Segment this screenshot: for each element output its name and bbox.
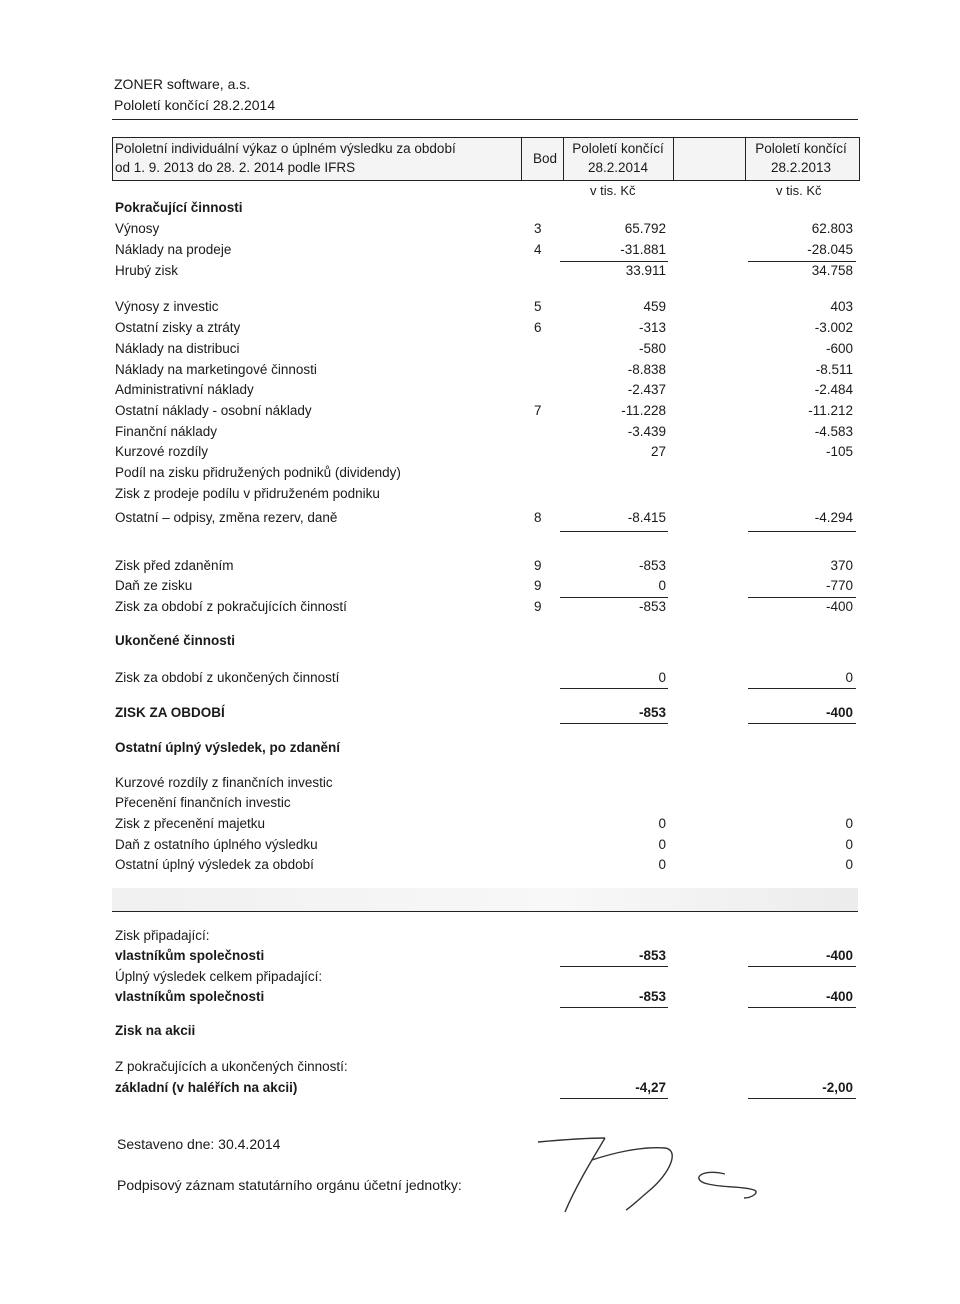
statement-row	[0, 857, 960, 877]
row-value-prior: -400	[825, 989, 853, 1004]
row-label: Zisk z prodeje podílu v přidruženém podniku	[115, 486, 380, 501]
row-value-prior: 62.803	[811, 221, 853, 236]
header-rule	[112, 119, 858, 120]
statement-row	[0, 775, 960, 795]
row-value-current: -580	[638, 341, 666, 356]
current-period-line-2: 28.2.2014	[587, 159, 649, 175]
row-value-current: 0	[658, 816, 666, 831]
statement-row	[0, 382, 960, 402]
description-line-1: Pololetní individuální výkaz o úplném výsledku za období	[115, 141, 456, 156]
row-value-current: -853	[638, 705, 666, 720]
total-underline	[560, 597, 668, 598]
row-label: vlastníkům společnosti	[115, 989, 265, 1004]
row-value-current: -853	[638, 948, 666, 963]
units-prior: v tis. Kč	[776, 183, 822, 198]
total-underline	[560, 966, 668, 967]
row-value-prior: -770	[825, 578, 853, 593]
statement-row	[0, 320, 960, 340]
row-label: Daň z ostatního úplného výsledku	[115, 837, 318, 852]
row-label: Administrativní náklady	[115, 382, 254, 397]
statement-row	[0, 816, 960, 836]
row-label: Výnosy z investic	[115, 299, 219, 314]
table-header	[112, 137, 860, 181]
total-underline	[560, 688, 668, 689]
row-label: Finanční náklady	[115, 424, 218, 439]
statement-row	[0, 705, 960, 725]
row-label: Pokračující činnosti	[115, 200, 243, 215]
statement-row	[0, 670, 960, 690]
statement-row	[0, 362, 960, 382]
row-label: ZISK ZA OBDOBÍ	[115, 705, 225, 720]
row-value-current: -11.228	[621, 403, 666, 418]
row-value-prior: 0	[845, 670, 853, 685]
row-value-prior: 34.758	[811, 263, 853, 278]
row-label: Zisk z přecenění majetku	[115, 816, 266, 831]
statement-description	[115, 140, 515, 177]
row-value-current: 459	[643, 299, 666, 314]
statement-row	[0, 837, 960, 857]
row-label: Zisk před zdaněním	[115, 558, 234, 573]
statement-row	[0, 740, 960, 760]
row-note: 9	[534, 599, 542, 614]
row-value-prior: -4.583	[814, 424, 853, 439]
row-value-current: 0	[658, 670, 666, 685]
statement-row	[0, 510, 960, 530]
statement-row	[0, 558, 960, 578]
statement-row	[0, 486, 960, 506]
statement-row	[0, 599, 960, 619]
total-underline	[748, 688, 856, 689]
row-value-prior: -400	[825, 599, 853, 614]
row-label: Přecenění finančních investic	[115, 795, 291, 810]
prior-period-line-2: 28.2.2013	[770, 159, 832, 175]
company-name: ZONER software, a.s.	[114, 76, 251, 92]
row-value-prior: -400	[825, 948, 853, 963]
row-label: Ostatní úplný výsledek za období	[115, 857, 314, 872]
description-line-2: od 1. 9. 2013 do 28. 2. 2014 podle IFRS	[115, 159, 356, 175]
signature-mark	[530, 1128, 770, 1228]
row-note: 7	[534, 403, 542, 418]
total-underline	[748, 723, 856, 724]
row-label: Úplný výsledek celkem připadající:	[115, 969, 323, 984]
row-value-prior: -400	[825, 705, 853, 720]
row-label: Zisk připadající:	[115, 928, 210, 943]
row-label: Náklady na prodeje	[115, 242, 232, 257]
statement-row	[0, 989, 960, 1009]
row-note: 9	[534, 578, 542, 593]
statement-row	[0, 633, 960, 653]
total-underline	[560, 723, 668, 724]
row-value-current: -853	[638, 989, 666, 1004]
row-label: Náklady na marketingové činnosti	[115, 362, 317, 377]
total-underline	[748, 1098, 856, 1099]
total-underline	[560, 1098, 668, 1099]
row-value-current: -853	[638, 599, 666, 614]
statement-row	[0, 263, 960, 283]
statement-row	[0, 795, 960, 815]
note-column-header: Bod	[532, 151, 558, 166]
row-label: Zisk na akcii	[115, 1023, 196, 1038]
row-value-current: 0	[658, 857, 666, 872]
row-value-current: 27	[650, 444, 666, 459]
row-label: Kurzové rozdíly	[115, 444, 209, 459]
row-value-prior: -8.511	[815, 362, 853, 377]
row-value-prior: 0	[845, 857, 853, 872]
row-value-prior: 403	[830, 299, 853, 314]
row-value-prior: 370	[830, 558, 853, 573]
row-label: Daň ze zisku	[115, 578, 193, 593]
compiled-date: Sestaveno dne: 30.4.2014	[117, 1136, 281, 1152]
row-value-current: -31.881	[620, 242, 666, 257]
row-value-prior: -3.002	[814, 320, 853, 335]
row-label: základní (v haléřích na akcii)	[115, 1080, 298, 1095]
statement-row	[0, 1059, 960, 1079]
total-underline	[748, 966, 856, 967]
row-note: 8	[534, 510, 542, 525]
total-underline	[748, 261, 856, 262]
row-value-prior: -600	[825, 341, 853, 356]
statement-row	[0, 578, 960, 598]
row-value-current: -3.439	[627, 424, 666, 439]
statement-row	[0, 242, 960, 262]
row-value-prior: -2.484	[814, 382, 853, 397]
row-label: Výnosy	[115, 221, 160, 236]
row-note: 5	[534, 299, 542, 314]
row-label: vlastníkům společnosti	[115, 948, 265, 963]
row-label: Ostatní úplný výsledek, po zdanění	[115, 740, 341, 755]
period-subtitle: Pololetí končící 28.2.2014	[114, 97, 276, 113]
statement-row	[0, 424, 960, 444]
statement-row	[0, 403, 960, 423]
signature-label: Podpisový záznam statutárního orgánu účetní jednotky:	[117, 1177, 462, 1193]
total-underline	[748, 1007, 856, 1008]
row-value-current: -8.838	[627, 362, 666, 377]
statement-row	[0, 1023, 960, 1043]
total-underline	[560, 531, 668, 532]
row-label: Z pokračujících a ukončených činností:	[115, 1059, 348, 1074]
row-value-current: -853	[638, 558, 666, 573]
current-period-line-1: Pololetí končící	[572, 141, 664, 156]
total-band	[112, 888, 858, 912]
row-value-prior: 0	[845, 837, 853, 852]
row-value-prior: 0	[845, 816, 853, 831]
statement-row	[0, 341, 960, 361]
row-value-current: 65.792	[624, 221, 666, 236]
row-note: 4	[534, 242, 542, 257]
total-underline	[560, 1007, 668, 1008]
row-label: Ostatní zisky a ztráty	[115, 320, 241, 335]
row-value-current: -313	[638, 320, 666, 335]
row-note: 9	[534, 558, 542, 573]
statement-row	[0, 444, 960, 464]
row-value-current: -8.415	[627, 510, 666, 525]
prior-period-header	[745, 140, 857, 177]
row-value-prior: -4.294	[814, 510, 853, 525]
row-note: 3	[534, 221, 542, 236]
total-underline	[748, 531, 856, 532]
statement-row	[0, 221, 960, 241]
row-label: Náklady na distribuci	[115, 341, 240, 356]
statement-row	[0, 948, 960, 968]
row-note: 6	[534, 320, 542, 335]
row-value-current: 0	[658, 578, 666, 593]
row-label: Ukončené činnosti	[115, 633, 236, 648]
row-value-prior: -2,00	[822, 1080, 853, 1095]
row-value-prior: -11.212	[808, 403, 853, 418]
row-value-current: -2.437	[627, 382, 666, 397]
header-divider	[673, 138, 674, 180]
row-label: Ostatní náklady - osobní náklady	[115, 403, 312, 418]
statement-row	[0, 299, 960, 319]
row-value-prior: -28.045	[807, 242, 853, 257]
row-label: Zisk za období z pokračujících činností	[115, 599, 347, 614]
row-value-current: -4,27	[635, 1080, 666, 1095]
row-label: Kurzové rozdíly z finančních investic	[115, 775, 333, 790]
row-label: Podíl na zisku přidružených podniků (dividendy)	[115, 465, 401, 480]
prior-period-line-1: Pololetí končící	[755, 141, 847, 156]
units-current: v tis. Kč	[590, 183, 636, 198]
statement-row	[0, 200, 960, 220]
statement-row	[0, 928, 960, 948]
statement-row	[0, 969, 960, 989]
statement-row	[0, 1080, 960, 1100]
row-label: Zisk za období z ukončených činností	[115, 670, 340, 685]
row-value-current: 0	[658, 837, 666, 852]
row-label: Hrubý zisk	[115, 263, 179, 278]
statement-row	[0, 465, 960, 485]
total-underline	[560, 261, 668, 262]
current-period-header	[563, 140, 673, 177]
row-value-current: 33.911	[625, 263, 666, 278]
row-value-prior: -105	[825, 444, 853, 459]
total-underline	[748, 597, 856, 598]
row-label: Ostatní – odpisy, změna rezerv, daně	[115, 510, 338, 525]
